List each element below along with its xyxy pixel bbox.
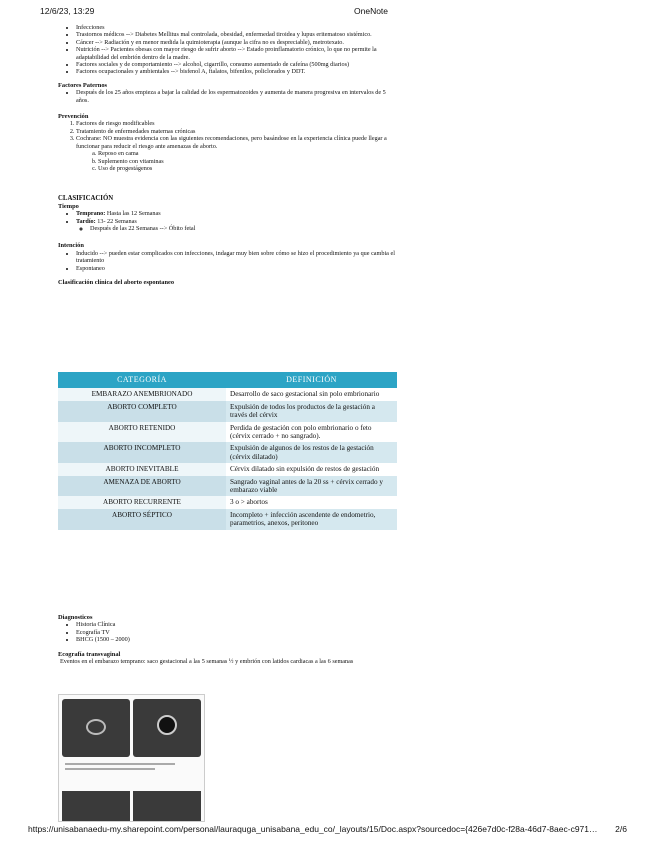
section-heading: Factores Paternos [58, 81, 108, 89]
list-item: • Infecciones [76, 24, 398, 31]
definition-cell: 3 o > abortos [226, 496, 397, 508]
table-title: Clasificación clínica del aborto espontaneo [58, 278, 175, 286]
risk-factors-list [58, 24, 398, 76]
definition-cell: Perdida de gestación con polo embrionario o feto (cérvix cerrado + no sangrado). [226, 422, 397, 443]
table-row [58, 496, 397, 508]
list-item: • Cáncer --> Radiación y en menor medida la quimioterapia (aunque la cifra no es despreciable), metrotexato. [76, 39, 398, 46]
note-body [58, 24, 398, 286]
list-item: • Después de los 25 años empieza a bajar la calidad de los espermatozoides y aumenta de manera progresiva en intervalos de 5 años. [76, 89, 398, 104]
table-row [58, 442, 397, 463]
column-header: DEFINICIÓN [226, 372, 397, 388]
paternal-section [58, 82, 398, 104]
list-item: ◦ Después de las 22 Semanas --> Óbito fetal [90, 225, 398, 232]
category-cell: ABORTO RECURRENTE [58, 496, 226, 508]
list-item: • Temprano: Hasta las 12 Semanas [76, 210, 398, 217]
list-item: a. Reposo en cama [98, 150, 398, 157]
page-url: https://unisabanaedu-my.sharepoint.com/personal/lauraquga_unisabana_edu_co/_layouts/15/Doc.aspx?sourcedoc={426e7d0c-f28a-46d7-8aec-c971… [28, 824, 598, 834]
table-row [58, 422, 397, 443]
definition-cell: Expulsión de algunos de los restos de la gestación (cérvix dilatado) [226, 442, 397, 463]
list-item: • Espontaneo [76, 265, 398, 272]
definition-cell: Incompleto + infección ascendente de endometrio, parametrios, anexos, peritoneo [226, 509, 397, 530]
category-cell: EMBARAZO ANEMBRIONADO [58, 388, 226, 400]
list-item: 2. Tratamiento de enfermedades maternas crónicas [76, 128, 398, 135]
list-item: • Factores ocupacionales y ambientales --> bisfenol A, ftalatos, bifenilos, policlorados y DDT. [76, 68, 398, 75]
list-item: 1. Factores de riesgo modificables [76, 120, 398, 127]
list-item: b. Suplemento con vitaminas [98, 158, 398, 165]
intention-section [58, 242, 398, 272]
definition-cell: Sangrado vaginal antes de la 20 ss + cérvix cerrado y embarazo viable [226, 476, 397, 497]
time-heading: Tiempo [58, 202, 79, 210]
ultrasound-image [58, 694, 205, 822]
app-name: OneNote [354, 6, 389, 16]
definition-cell: Cérvix dilatado sin expulsión de restos de gestación [226, 463, 397, 475]
section-heading: Prevención [58, 113, 89, 121]
classification-heading: CLASIFICACIÓN [58, 195, 114, 203]
list-item: • Inducido --> pueden estar complicados con infecciones, indagar muy bien sobre cómo se hizo el procedimiento ya que cambia el tratamiento [76, 250, 398, 265]
section-heading: Diagnosticos [58, 614, 93, 621]
category-cell: ABORTO INCOMPLETO [58, 442, 226, 463]
category-cell: ABORTO INEVITABLE [58, 463, 226, 475]
table-row [58, 509, 397, 530]
prevention-section [58, 113, 398, 172]
table-header-row [58, 372, 397, 388]
ultrasound-text: Eventos en el embarazo temprano: saco gestacional a las 5 semanas ½ y embrión con latidos cardiacas a las 6 semanas [60, 658, 354, 666]
print-header [40, 6, 615, 16]
table-row [58, 388, 397, 400]
list-item: c. Uso de progestágenos [98, 165, 398, 172]
category-cell: ABORTO COMPLETO [58, 401, 226, 422]
table-row [58, 401, 397, 422]
list-item: • Nutrición --> Pacientes obesas con mayor riesgo de sufrir aborto --> Estado proinflamatorio crónico, lo que no permite la adaptabilidad del embrión dentro de la madre. [76, 46, 398, 61]
list-item: • Trastornos médicos --> Diabetes Mellitus mal controlada, obesidad, enfermedad tiroidea y lupus eritematoso sistémico. [76, 31, 398, 38]
diagnostics-section [58, 614, 398, 665]
page-number: 2/6 [615, 824, 627, 834]
classification-table [58, 372, 397, 530]
column-header: CATEGORÍA [58, 372, 226, 388]
list-item: • Historia Clínica [76, 621, 398, 628]
category-cell: ABORTO RETENIDO [58, 422, 226, 443]
table-row [58, 463, 397, 475]
list-item: 3. Cochrane: NO muestra evidencia con las siguientes recomendaciones, pero basándose en la experiencia clínica puede llegar a funcionar para reducir el riesgo ante amenazas de aborto. a. Reposo en cama b. Suplemento con vitaminas c. Uso de progestágenos [76, 135, 398, 172]
table-row [58, 476, 397, 497]
section-heading: Ecografía transvaginal [58, 650, 121, 658]
category-cell: ABORTO SÉPTICO [58, 509, 226, 530]
list-item: • BHCG (1500 – 2000) [76, 636, 398, 643]
definition-cell: Desarrollo de saco gestacional sin polo embrionario [226, 388, 397, 400]
section-heading: Intención [58, 242, 84, 250]
definition-cell: Expulsión de todos los productos de la gestación a través del cérvix [226, 401, 397, 422]
category-cell: AMENAZA DE ABORTO [58, 476, 226, 497]
print-datetime: 12/6/23, 13:29 [40, 6, 95, 16]
list-item: • Tardío: 13- 22 Semanas ◦ Después de las 22 Semanas --> Óbito fetal [76, 218, 398, 233]
print-footer [28, 824, 627, 834]
list-item: • Factores sociales y de comportamiento --> alcohol, cigarrillo, consumo aumentado de cafeína (500mg diarios) [76, 61, 398, 68]
list-item: • Ecografía TV [76, 629, 398, 636]
